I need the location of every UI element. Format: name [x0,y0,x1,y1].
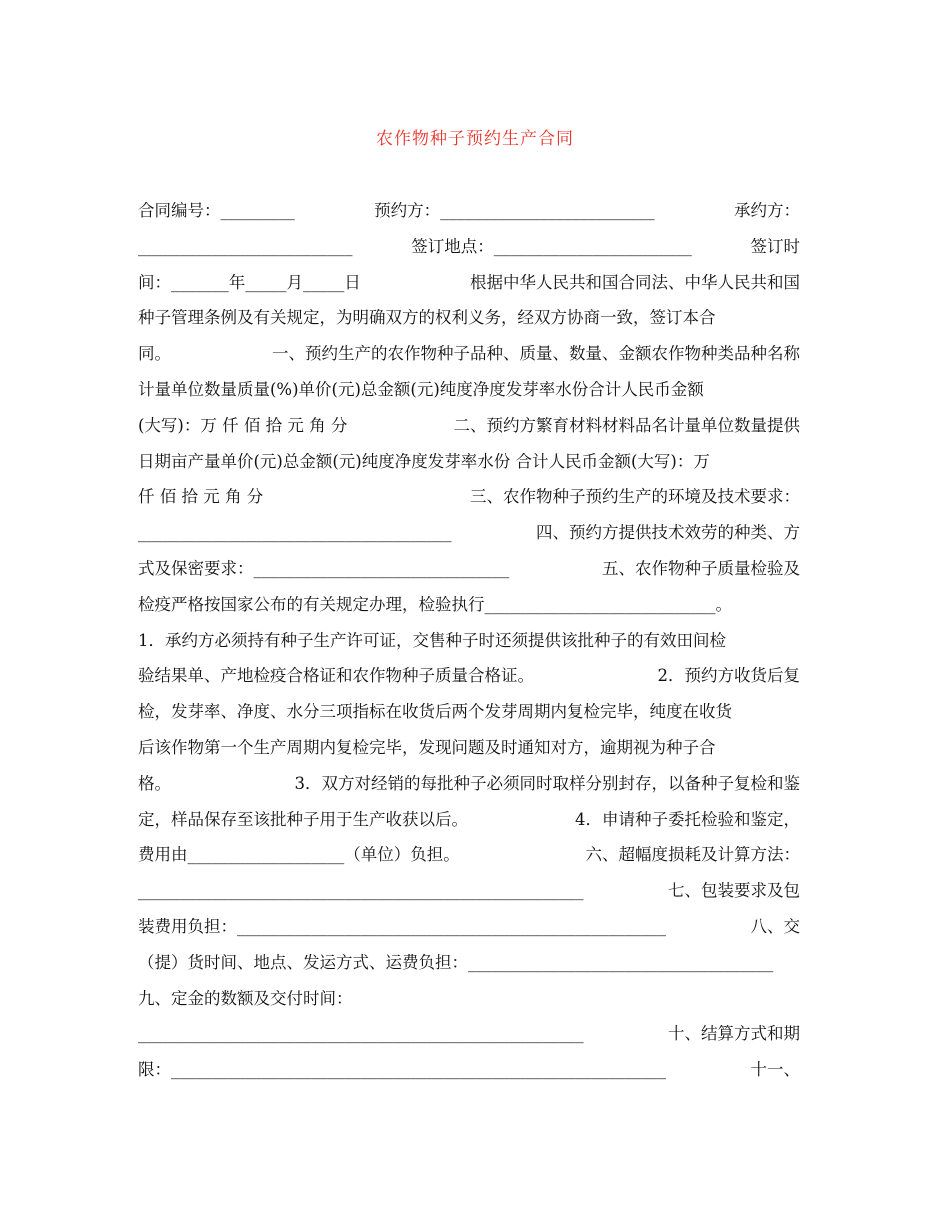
text-segment: 种子管理条例及有关规定，为明确双方的权利义务，经双方协商一致，签订本合 [138,308,716,328]
text-segment: 合同编号：_________ [138,201,295,220]
text-line [138,587,800,623]
text-segment: （提）货时间、地点、发运方式、运费负担：_____________________________________ [138,952,774,972]
text-segment: 六、超幅度损耗及计算方法： [585,845,800,865]
text-segment: 十一、 [750,1060,800,1080]
text-segment: 二、预约方繁育材料材料品名计量单位数量提供 [453,415,800,435]
text-line [138,336,800,372]
text-line [138,515,800,551]
text-segment: 间：_______年_____月_____日 [138,272,361,292]
text-line [138,802,800,838]
text-segment: 九、定金的数额及交付时间： [138,988,353,1008]
text-segment: 费用由___________________（单位）负担。 [138,845,460,865]
text-segment: 根据中华人民共和国合同法、中华人民共和国 [470,272,800,292]
text-segment: 四、预约方提供技术效劳的种类、方 [536,523,800,543]
text-line [138,873,800,909]
text-line [138,229,800,265]
text-line [138,479,800,515]
text-line [138,193,800,229]
text-segment: 装费用负担：____________________________________________________ [138,916,666,936]
text-line [138,551,800,587]
text-segment: __________________________ [138,236,353,256]
text-segment: 后该作物第一个生产周期内复检完毕，发现问题及时通知对方，逾期视为种子合 [138,737,716,757]
text-line [138,300,800,336]
text-segment: 同。 [138,344,171,364]
text-line [138,408,800,444]
text-segment: ______________________________________ [138,523,452,543]
text-segment: 验结果单、产地检疫合格证和农作物种子质量合格证。 [138,666,534,686]
text-segment: 一、预约生产的农作物种子品种、质量、数量、金额农作物种类品种名称 [272,344,800,364]
text-segment: 3．双方对经销的每批种子必须同时取样分别封存，以备种子复检和鉴 [294,773,800,793]
text-line [138,694,800,730]
text-segment: 格。 [138,773,171,793]
text-segment: 签订地点：________________________ [411,236,692,256]
text-segment: 仟 佰 拾 元 角 分 [138,487,264,507]
text-segment: 2．预约方收货后复 [657,666,800,686]
text-line [138,981,800,1017]
text-line [138,1016,800,1052]
text-line [138,945,800,981]
text-line [138,444,800,480]
text-segment: 式及保密要求：_______________________________ [138,558,510,578]
document-title: 农作物种子预约生产合同 [376,129,574,149]
text-line [138,623,800,659]
text-segment: 五、农作物种子质量检验及 [602,558,800,578]
text-segment: (大写)：万 仟 佰 拾 元 角 分 [138,415,348,435]
text-line [138,766,800,802]
text-segment: ______________________________________________________ [138,881,584,901]
text-segment: 八、交 [750,916,800,936]
text-line [138,658,800,694]
text-segment: 十、结算方式和期 [668,1024,800,1044]
text-line [138,837,800,873]
text-line [138,1052,800,1088]
text-segment: 三、农作物种子预约生产的环境及技术要求： [470,487,800,507]
text-line [138,909,800,945]
text-segment: ______________________________________________________ [138,1024,584,1044]
text-segment: 承约方： [734,201,800,220]
text-segment: 签订时 [750,236,800,256]
text-segment: 计量单位数量质量(%)单价(元)总金额(元)纯度净度发芽率水份合计人民币金额 [138,379,704,399]
text-segment: 定，样品保存至该批种子用于生产收获以后。 [138,809,468,829]
text-segment: 1．承约方必须持有种子生产许可证，交售种子时还须提供该批种子的有效田间检 [138,630,726,650]
text-segment: 预约方：__________________________ [374,201,655,220]
text-segment: 检，发芽率、净度、水分三项指标在收货后两个发芽周期内复检完毕，纯度在收货 [138,702,732,722]
text-segment: 检疫严格按国家公布的有关规定办理，检验执行____________________________。 [138,594,732,614]
text-segment: 限：____________________________________________________________ [138,1060,666,1080]
contract-body [138,193,800,1088]
text-segment: 4．申请种子委托检验和鉴定， [575,809,800,829]
text-segment: 七、包装要求及包 [668,881,800,901]
text-line [138,730,800,766]
text-line [138,265,800,301]
text-line [138,372,800,408]
text-segment: 日期亩产量单价(元)总金额(元)纯度净度发芽率水份 合计人民币金额(大写)：万 [138,451,710,471]
